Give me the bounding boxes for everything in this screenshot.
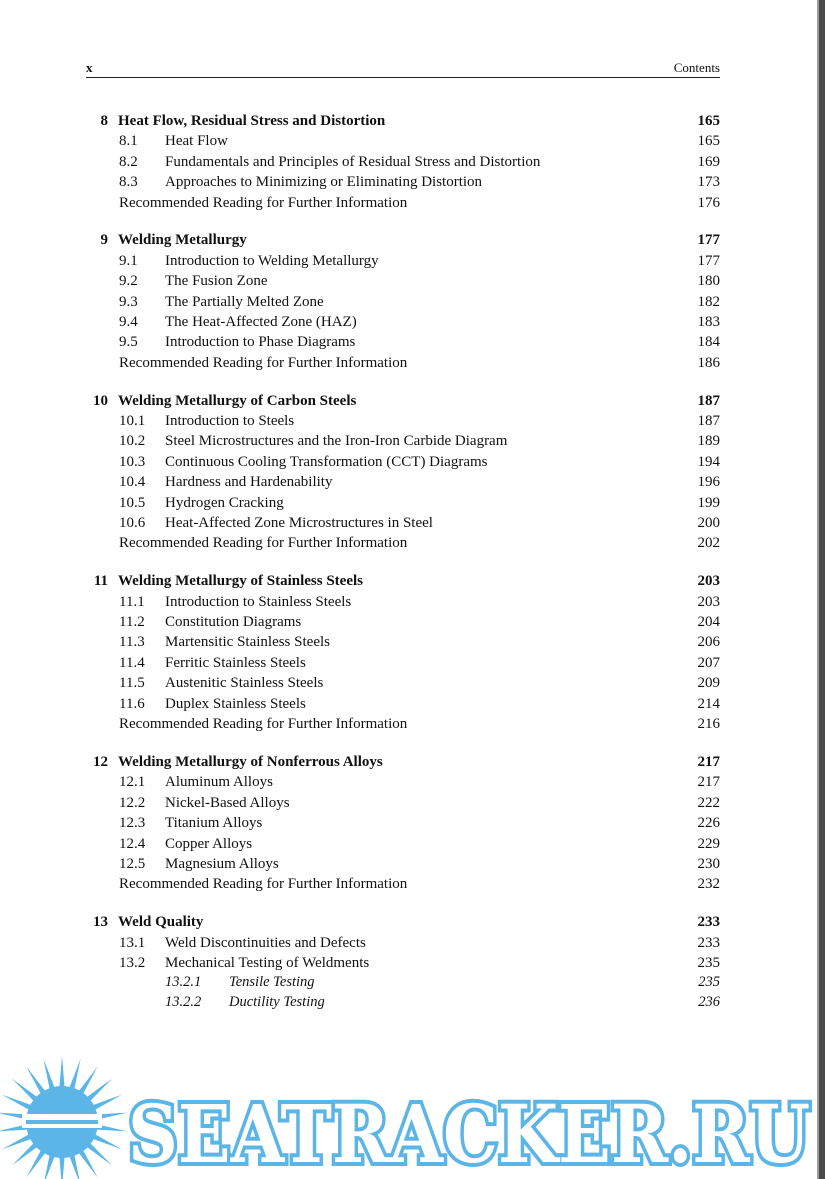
section-entry[interactable] bbox=[86, 612, 720, 632]
subsection-number: 13.2.1 bbox=[165, 974, 202, 991]
section-entry[interactable] bbox=[86, 271, 720, 291]
reading-title: Recommended Reading for Further Information bbox=[119, 716, 408, 733]
chapter-number: 12 bbox=[93, 753, 108, 770]
section-entry[interactable] bbox=[86, 953, 720, 973]
chapter-title: Welding Metallurgy of Nonferrous Alloys bbox=[118, 753, 383, 770]
chapter-title: Heat Flow, Residual Stress and Distortion bbox=[118, 113, 386, 129]
section-number: 12.2 bbox=[119, 794, 146, 811]
section-number: 10.6 bbox=[119, 515, 146, 532]
section-number: 13.1 bbox=[119, 934, 146, 951]
chapter-entry[interactable] bbox=[86, 230, 720, 250]
sun-ray bbox=[12, 1079, 38, 1102]
section-page: 165 bbox=[697, 133, 720, 150]
subsection-page: 236 bbox=[698, 993, 720, 1010]
section-entry[interactable] bbox=[86, 292, 720, 312]
section-page: 207 bbox=[697, 654, 720, 671]
sun-ray bbox=[2, 1134, 32, 1150]
chapter-number: 10 bbox=[93, 392, 108, 409]
section-entry[interactable] bbox=[86, 653, 720, 673]
chapter-title: Welding Metallurgy of Stainless Steels bbox=[118, 573, 363, 590]
chapter-page: 203 bbox=[697, 573, 720, 590]
sun-ray bbox=[69, 1154, 81, 1179]
chapter-block bbox=[86, 111, 720, 213]
sun-ray bbox=[86, 1142, 112, 1165]
subsection-title: Tensile Testing bbox=[229, 974, 315, 991]
section-title: Austenitic Stainless Steels bbox=[165, 675, 324, 692]
sun-ray bbox=[43, 1154, 55, 1179]
section-title: Introduction to Stainless Steels bbox=[165, 593, 352, 610]
section-page: 217 bbox=[697, 774, 720, 791]
chapter-entry[interactable] bbox=[86, 752, 720, 772]
recommended-reading-entry[interactable] bbox=[86, 193, 720, 213]
section-title: Titanium Alloys bbox=[165, 815, 263, 832]
section-title: Nickel-Based Alloys bbox=[165, 794, 290, 811]
chapter-block bbox=[86, 912, 720, 1012]
reading-title: Recommended Reading for Further Information bbox=[119, 354, 408, 371]
reading-page: 232 bbox=[697, 876, 720, 893]
section-entry[interactable] bbox=[86, 172, 720, 192]
sun-ray bbox=[78, 1066, 98, 1094]
reading-title: Recommended Reading for Further Information bbox=[119, 194, 408, 211]
chapter-page: 187 bbox=[697, 392, 720, 409]
chapter-entry[interactable] bbox=[86, 912, 720, 932]
chapter-title: Weld Quality bbox=[118, 914, 204, 931]
section-page: 180 bbox=[697, 273, 720, 290]
section-title: Ferritic Stainless Steels bbox=[165, 654, 306, 671]
section-entry[interactable] bbox=[86, 772, 720, 792]
section-entry[interactable] bbox=[86, 834, 720, 854]
section-number: 10.2 bbox=[119, 433, 146, 450]
chapter-title: Welding Metallurgy bbox=[118, 232, 247, 249]
section-number: 13.2 bbox=[119, 954, 146, 971]
subsection-title: Ductility Testing bbox=[229, 993, 325, 1010]
sun-ray bbox=[26, 1149, 46, 1177]
subsection-page: 235 bbox=[698, 974, 720, 991]
section-title: Copper Alloys bbox=[165, 835, 253, 852]
section-page: 173 bbox=[697, 174, 720, 191]
section-page: 183 bbox=[697, 314, 720, 331]
section-entry[interactable] bbox=[86, 493, 720, 513]
section-page: 199 bbox=[697, 494, 720, 511]
section-number: 10.3 bbox=[119, 453, 146, 470]
section-title: Introduction to Welding Metallurgy bbox=[165, 252, 379, 269]
section-entry[interactable] bbox=[86, 854, 720, 874]
running-head-title: Contents bbox=[673, 60, 720, 75]
chapter-number: 8 bbox=[100, 113, 108, 129]
chapter-number: 9 bbox=[100, 232, 108, 249]
section-entry[interactable] bbox=[86, 673, 720, 693]
section-title: The Partially Melted Zone bbox=[165, 293, 324, 310]
section-title: Introduction to Steels bbox=[165, 413, 295, 430]
section-number: 11.2 bbox=[119, 614, 145, 631]
section-page: 196 bbox=[697, 474, 720, 491]
sun-ray bbox=[59, 1156, 64, 1179]
sun-ray bbox=[26, 1066, 46, 1094]
chapter-entry[interactable] bbox=[86, 391, 720, 411]
chapter-entry[interactable] bbox=[86, 571, 720, 591]
section-title: Mechanical Testing of Weldments bbox=[165, 954, 370, 971]
chapter-entry[interactable] bbox=[86, 111, 720, 131]
section-entry[interactable] bbox=[86, 632, 720, 652]
section-number: 12.5 bbox=[119, 855, 146, 872]
table-of-contents bbox=[86, 111, 720, 1030]
section-number: 9.5 bbox=[119, 334, 138, 351]
section-title: Duplex Stainless Steels bbox=[165, 695, 306, 712]
section-number: 12.4 bbox=[119, 835, 146, 852]
section-entry[interactable] bbox=[86, 431, 720, 451]
section-number: 11.4 bbox=[119, 654, 145, 671]
section-title: Hardness and Hardenability bbox=[165, 474, 333, 491]
section-number: 11.5 bbox=[119, 675, 145, 692]
section-entry[interactable] bbox=[86, 251, 720, 271]
section-page: 233 bbox=[697, 934, 720, 951]
sun-horizon-band bbox=[22, 1114, 102, 1120]
section-page: 187 bbox=[697, 413, 720, 430]
chapter-page: 165 bbox=[697, 113, 720, 129]
section-entry[interactable] bbox=[86, 933, 720, 953]
running-head bbox=[86, 59, 720, 78]
section-number: 12.3 bbox=[119, 815, 146, 832]
section-number: 8.1 bbox=[119, 133, 138, 150]
chapter-page: 217 bbox=[697, 753, 720, 770]
section-page: 194 bbox=[697, 453, 720, 470]
sun-ray bbox=[43, 1059, 55, 1091]
section-title: Martensitic Stainless Steels bbox=[165, 634, 330, 651]
chapter-block bbox=[86, 230, 720, 373]
section-number: 8.2 bbox=[119, 153, 138, 170]
section-title: Steel Microstructures and the Iron-Iron Carbide Diagram bbox=[165, 433, 508, 450]
sun-ray bbox=[92, 1134, 122, 1150]
chapter-block bbox=[86, 391, 720, 554]
reading-title: Recommended Reading for Further Information bbox=[119, 876, 408, 893]
section-number: 9.4 bbox=[119, 314, 138, 331]
section-entry[interactable] bbox=[86, 152, 720, 172]
chapter-number: 11 bbox=[93, 573, 108, 590]
recommended-reading-entry[interactable] bbox=[86, 874, 720, 894]
section-page: 230 bbox=[697, 855, 720, 872]
section-title: Heat-Affected Zone Microstructures in Steel bbox=[165, 515, 433, 532]
section-number: 9.3 bbox=[119, 293, 138, 310]
recommended-reading-entry[interactable] bbox=[86, 353, 720, 373]
section-entry[interactable] bbox=[86, 592, 720, 612]
section-title: Weld Discontinuities and Defects bbox=[165, 934, 366, 951]
section-entry[interactable] bbox=[86, 472, 720, 492]
section-page: 184 bbox=[697, 334, 720, 351]
page-folio: x bbox=[86, 60, 93, 75]
section-title: Hydrogen Cracking bbox=[165, 494, 284, 511]
section-page: 226 bbox=[697, 815, 720, 832]
sun-horizon-band bbox=[22, 1124, 102, 1128]
sun-ray bbox=[59, 1056, 64, 1088]
chapter-page: 233 bbox=[697, 914, 720, 931]
section-title: The Fusion Zone bbox=[165, 273, 268, 290]
sun-ray bbox=[69, 1059, 81, 1091]
section-number: 12.1 bbox=[119, 774, 146, 791]
sun-ray bbox=[92, 1095, 122, 1111]
reading-title: Recommended Reading for Further Information bbox=[119, 535, 408, 552]
sun-ray bbox=[78, 1149, 98, 1177]
subsection-entry[interactable] bbox=[86, 993, 720, 1013]
section-entry[interactable] bbox=[86, 694, 720, 714]
section-page: 229 bbox=[697, 835, 720, 852]
reading-page: 176 bbox=[697, 194, 720, 211]
reading-page: 216 bbox=[697, 716, 720, 733]
reading-page: 186 bbox=[697, 354, 720, 371]
section-page: 214 bbox=[697, 695, 720, 712]
section-number: 10.4 bbox=[119, 474, 146, 491]
section-page: 203 bbox=[697, 593, 720, 610]
chapter-block bbox=[86, 752, 720, 895]
section-number: 9.2 bbox=[119, 273, 138, 290]
sunburst-logo bbox=[0, 1056, 127, 1179]
section-title: Constitution Diagrams bbox=[165, 614, 302, 631]
section-page: 204 bbox=[697, 614, 720, 631]
chapter-number: 13 bbox=[93, 914, 108, 931]
section-entry[interactable] bbox=[86, 131, 720, 151]
section-title: Approaches to Minimizing or Eliminating Distortion bbox=[165, 174, 483, 191]
section-title: Heat Flow bbox=[165, 133, 228, 150]
section-title: Fundamentals and Principles of Residual Stress and Distortion bbox=[165, 153, 541, 170]
section-number: 9.1 bbox=[119, 252, 138, 269]
section-title: Magnesium Alloys bbox=[165, 855, 279, 872]
chapter-page: 177 bbox=[697, 232, 720, 249]
section-entry[interactable] bbox=[86, 411, 720, 431]
section-page: 206 bbox=[697, 634, 720, 651]
recommended-reading-entry[interactable] bbox=[86, 533, 720, 553]
section-entry[interactable] bbox=[86, 513, 720, 533]
sun-ray bbox=[2, 1095, 32, 1111]
section-entry[interactable] bbox=[86, 332, 720, 352]
section-number: 11.1 bbox=[119, 593, 145, 610]
section-title: The Heat-Affected Zone (HAZ) bbox=[165, 314, 357, 331]
section-page: 182 bbox=[697, 293, 720, 310]
section-number: 11.6 bbox=[119, 695, 145, 712]
section-number: 10.5 bbox=[119, 494, 146, 511]
recommended-reading-entry[interactable] bbox=[86, 714, 720, 734]
section-page: 222 bbox=[697, 794, 720, 811]
section-entry[interactable] bbox=[86, 452, 720, 472]
section-number: 8.3 bbox=[119, 174, 138, 191]
section-number: 10.1 bbox=[119, 413, 146, 430]
section-page: 209 bbox=[697, 675, 720, 692]
section-title: Aluminum Alloys bbox=[165, 774, 273, 791]
section-page: 189 bbox=[697, 433, 720, 450]
section-page: 235 bbox=[697, 954, 720, 971]
chapter-title: Welding Metallurgy of Carbon Steels bbox=[118, 392, 357, 409]
section-page: 200 bbox=[697, 515, 720, 532]
section-page: 169 bbox=[697, 153, 720, 170]
section-entry[interactable] bbox=[86, 813, 720, 833]
subsection-number: 13.2.2 bbox=[165, 993, 202, 1010]
section-entry[interactable] bbox=[86, 793, 720, 813]
watermark bbox=[0, 1050, 825, 1179]
sun-disc bbox=[26, 1086, 98, 1158]
section-title: Continuous Cooling Transformation (CCT) Diagrams bbox=[165, 453, 488, 470]
chapter-block bbox=[86, 571, 720, 734]
section-entry[interactable] bbox=[86, 312, 720, 332]
watermark-text: SEATRACKER.RU bbox=[128, 1087, 810, 1179]
sun-ray bbox=[86, 1079, 112, 1102]
page-edge bbox=[817, 0, 825, 1179]
section-title: Introduction to Phase Diagrams bbox=[165, 334, 356, 351]
section-page: 177 bbox=[697, 252, 720, 269]
sun-ray bbox=[12, 1142, 38, 1165]
reading-page: 202 bbox=[697, 535, 720, 552]
section-number: 11.3 bbox=[119, 634, 145, 651]
subsection-entry[interactable] bbox=[86, 973, 720, 993]
